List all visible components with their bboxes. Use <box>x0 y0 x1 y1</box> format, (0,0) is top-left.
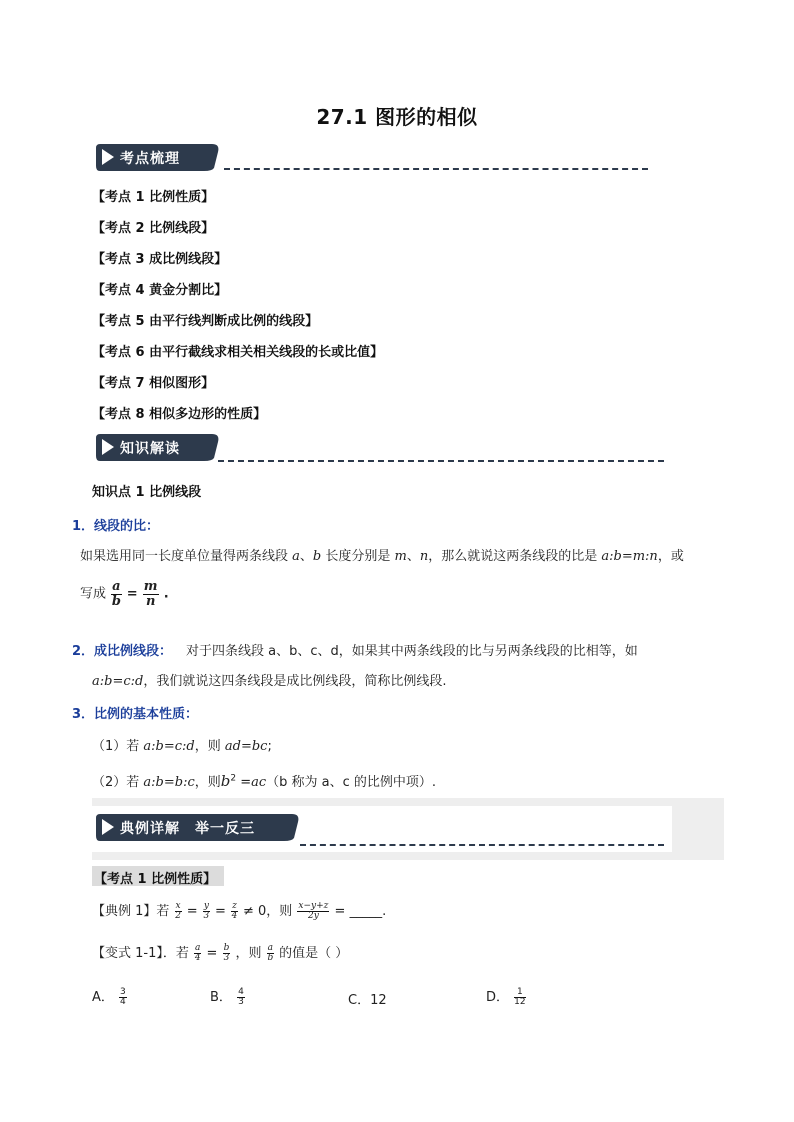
banner-label: 考点梳理 <box>120 151 180 167</box>
property-item: （2）若 a:b=b:c，则$b^2 =ac(b$ 称为 a、c 的比例中项）. <box>92 772 437 790</box>
kaodian-item: 【考点 5 由平行线判断成比例的线段】 <box>92 314 319 329</box>
kaodian-label: 【考点 1 比例性质】 <box>94 872 217 887</box>
banner-divider <box>300 844 664 846</box>
fraction: $\frac{x}{2}$ <box>175 900 181 921</box>
banner-zhishi-jiedu <box>94 432 224 462</box>
property-item: （1）若 a:b=c:d，则 ad=bc; <box>92 739 272 754</box>
kaodian-item: 【考点 1 比例性质】 <box>92 190 215 205</box>
fraction: $\frac{a}{b}$ <box>111 579 121 609</box>
fraction: $\frac{b}{3}$ <box>223 942 230 963</box>
knowledge-heading: 知识点 1 比例线段 <box>92 485 202 500</box>
banner-label: 典例详解 举一反三 <box>120 821 255 837</box>
variant-1-1: 【变式 1-1】．若 $\frac{a}{4}$ = $\frac{b}{3}$ ，则 $\frac{a}{b}$ 的值是（ ） <box>92 942 349 963</box>
banner-kaodian-shuli <box>94 142 224 172</box>
kaodian-item: 【考点 7 相似图形】 <box>92 376 215 391</box>
kaodian-item: 【考点 2 比例线段】 <box>92 221 215 236</box>
banner-dianli-xiangjie <box>94 812 304 842</box>
option-c[interactable]: C．12 <box>348 993 387 1008</box>
formula-line: 写成 $\frac{a}{b}$ = $\frac{m}{n}$ . <box>80 579 169 609</box>
page-title: 27.1 图形的相似 <box>316 105 478 129</box>
fraction: $\frac{y}{3}$ <box>203 900 210 921</box>
banner-label: 知识解读 <box>120 441 180 457</box>
fraction: $\frac{3}{4}$ <box>120 986 126 1007</box>
kaodian-item: 【考点 3 成比例线段】 <box>92 252 228 267</box>
kaodian-item: 【考点 6 由平行截线求相关相关线段的长或比值】 <box>92 345 384 360</box>
option-d[interactable]: D． $\frac{1}{12}$ <box>486 986 526 1007</box>
section-title: 2．成比例线段： <box>72 644 173 659</box>
fraction: $\frac{4}{3}$ <box>238 986 244 1007</box>
banner-divider <box>218 460 664 462</box>
paragraph: 对于四条线段 a、b、c、d，如果其中两条线段的比与另两条线段的比相等，如 <box>186 644 638 659</box>
fraction: $\frac{1}{12}$ <box>514 986 526 1007</box>
fraction: $\frac{z}{4}$ <box>231 900 238 921</box>
example-1: 【典例 1】若 $\frac{x}{2}$ = $\frac{y}{3}$ = $\frac{z}{4}$ ≠ 0，则 $\frac{x-y+z}{2y}$ = _____. <box>92 900 387 921</box>
fraction: $\frac{a}{b}$ <box>267 942 274 963</box>
option-a[interactable]: A． $\frac{3}{4}$ <box>92 986 126 1007</box>
section-title: 3．比例的基本性质： <box>72 707 199 722</box>
fraction: $\frac{x-y+z}{2y}$ <box>298 900 329 921</box>
fraction: $\frac{m}{n}$ <box>143 579 158 609</box>
paragraph: a:b=c:d，我们就说这四条线段是成比例线段，简称比例线段. <box>92 674 447 689</box>
paragraph: 如果选用同一长度单位量得两条线段 a、b 长度分别是 m、n，那么就说这两条线段的比是 a:b=m:n，或 <box>80 549 684 564</box>
section-title: 1．线段的比： <box>72 519 160 534</box>
option-b[interactable]: B． $\frac{4}{3}$ <box>210 986 244 1007</box>
kaodian-item: 【考点 8 相似多边形的性质】 <box>92 407 267 422</box>
fraction: $\frac{a}{4}$ <box>194 942 201 963</box>
banner-divider <box>224 168 648 170</box>
kaodian-item: 【考点 4 黄金分割比】 <box>92 283 228 298</box>
